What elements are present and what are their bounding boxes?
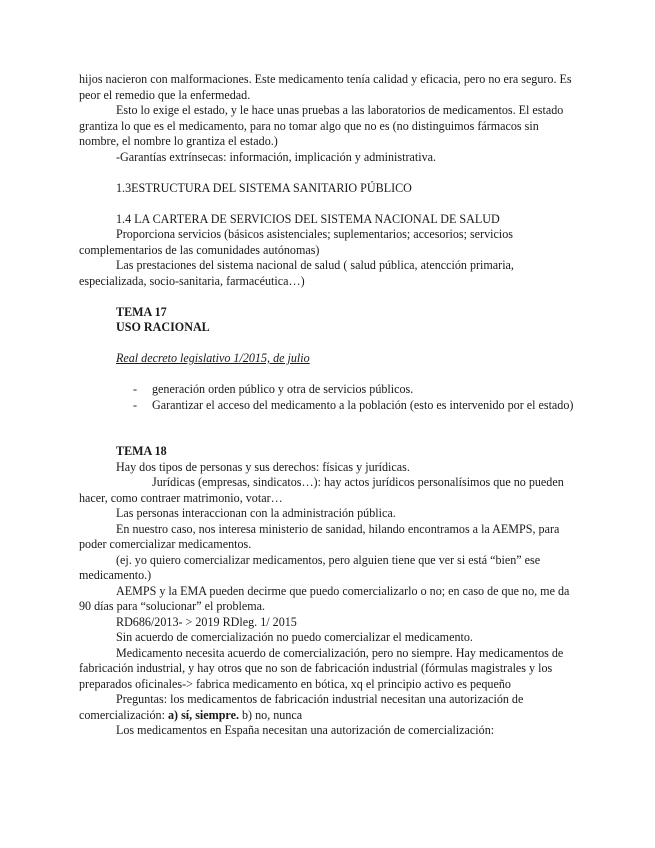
paragraph: Esto lo exige el estado, y le hace unas pruebas a las laboratorios de medicamentos. El estado grantiza lo que es el medicamento, para no tomar algo que no es (no distinguimos fármacos sin nombre, el nombre lo grantiza el estado.) (79, 103, 564, 148)
paragraph: AEMPS y la EMA pueden decirme que puedo comercializarlo o no; en caso de que no, me da 90 días para “solucionar” el problema. (79, 583, 570, 613)
tema-18-heading: TEMA 18 (116, 444, 167, 458)
bullet-list (79, 382, 577, 413)
dash-bullet: - (133, 382, 138, 396)
paragraph: (ej. yo quiero comercializar medicamentos, pero alguien tiene que ver si está “bien” ese medicamento.) (79, 552, 541, 582)
paragraph: hijos nacieron con malformaciones. Este medicamento tenía calidad y eficacia, pero no era seguro. Es peor el remedio que la enfermedad. (79, 72, 572, 102)
paragraph: Las prestaciones del sistema nacional de salud ( salud pública, atencción primaria, especializada, socio-sanitaria, farmacéutica…) (79, 258, 514, 288)
paragraph: Sin acuerdo de comercialización no puedo comercializar el medicamento. (116, 630, 473, 644)
paragraph: Los medicamentos en España necesitan una autorización de comercialización: (116, 723, 495, 737)
tema-17-heading: TEMA 17 (116, 304, 167, 319)
paragraph: -Garantías extrínsecas: información, implicación y administrativa. (116, 149, 437, 164)
section-heading-1-4: 1.4 LA CARTERA DE SERVICIOS DEL SISTEMA NACIONAL DE SALUD (116, 211, 500, 226)
answer-a: a) sí, siempre. (167, 707, 239, 722)
paragraph: Las personas interaccionan con la administración pública. (116, 506, 396, 520)
answer-b: b) no, nunca (238, 707, 303, 722)
paragraph: En nuestro caso, nos interesa ministerio de sanidad, hilando encontramos a la AEMPS, para poder comercializar medicamentos. (79, 521, 560, 551)
paragraph: Proporciona servicios (básicos asistenciales; suplementarios; accesorios; servicios complementarios de las comunidades autónomas) (79, 227, 513, 257)
list-item: - generación orden público y otra de servicios públicos. (133, 382, 414, 396)
question-paragraph: Preguntas: los medicamentos de fabricación industrial necesitan una autorización de comercialización: a) sí, siempre. b) no, nunca (79, 692, 524, 722)
list-item: - Garantizar el acceso del medicamento a la población (esto es intervenido por el estado) (133, 397, 574, 412)
dash-bullet: - (133, 397, 138, 412)
document-page (79, 72, 577, 739)
paragraph: Hay dos tipos de personas y sus derechos: físicas y jurídicas. (116, 459, 410, 474)
paragraph: RD686/2013- > 2019 RDleg. 1/ 2015 (116, 614, 297, 629)
uso-racional-heading: USO RACIONAL (116, 320, 210, 334)
paragraph: Medicamento necesita acuerdo de comercialización, pero no siempre. Hay medicamentos de fabricación industrial, y hay otros que no son de fabricación industrial (fórmulas magistrales y los preparados oficinales-> fabrica medicamento en bótica, xq el principio activo es pequeño (79, 645, 564, 691)
paragraph: Jurídicas (empresas, sindicatos…): hay actos jurídicos personalísimos que no pueden hacer, como contraer matrimonio, votar… (79, 475, 564, 505)
section-heading-1-3: 1.3ESTRUCTURA DEL SISTEMA SANITARIO PÚBLICO (116, 180, 412, 195)
decreto-reference: Real decreto legislativo 1/2015, de julio (116, 351, 310, 365)
